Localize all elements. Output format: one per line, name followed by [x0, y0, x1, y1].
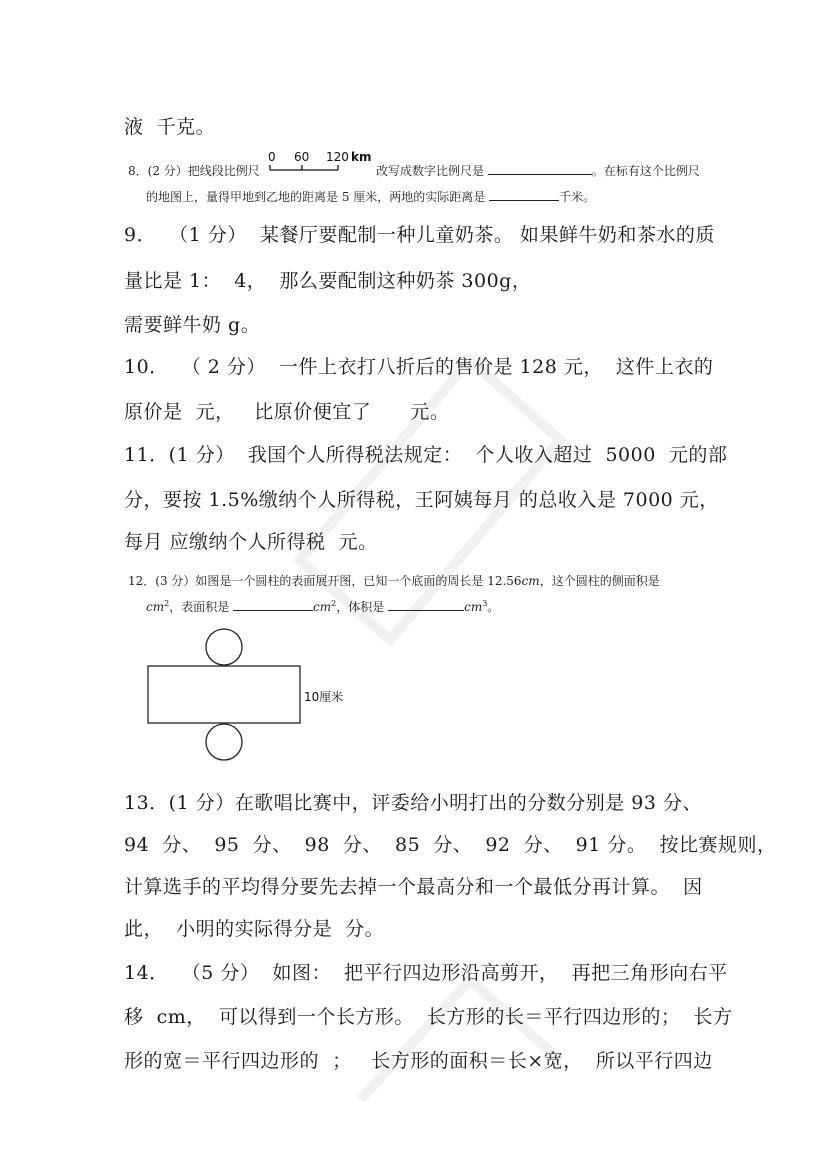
q11-line2: 分，要按 1.5%缴纳个人所得税，王阿姨每月 的总收入是 7000 元， — [124, 489, 719, 511]
q12-blank-volume[interactable] — [388, 598, 464, 611]
q8-mid: 改写成数字比例尺是 。在标有这个比例尺 — [376, 164, 700, 178]
scale-label-120: 120 — [326, 150, 349, 164]
q8-line2: 的地图上，量得甲地到乙地的距离是 5 厘米，两地的实际距离是 千米。 — [146, 190, 596, 204]
scale-bar — [262, 148, 372, 178]
q9-line2: 量比是 1： 4， 那么要配制这种奶茶 300g， — [124, 270, 532, 292]
top-circle — [206, 629, 242, 665]
q7-tail: 液 千克。 — [124, 116, 216, 138]
q8-blank-1[interactable] — [488, 162, 592, 175]
q11-line1: 11．(1 分） 我国个人所得税法规定： 个人收入超过 5000 元的部 — [124, 444, 728, 466]
q13-line3: 计算选手的平均得分要先去掉一个最高分和一个最低分再计算。 因 — [124, 876, 703, 898]
q14-line3: 形的宽＝平行四边形的 ； 长方形的面积＝长×宽， 所以平行四边 — [124, 1050, 713, 1072]
scale-label-unit: km — [351, 150, 372, 164]
q10-line1: 10． （ 2 分） 一件上衣打八折后的售价是 128 元， 这件上衣的 — [124, 356, 714, 378]
q13-line4: 此， 小明的实际得分是 分。 — [124, 918, 385, 940]
scale-label-0: 0 — [268, 150, 276, 164]
q13-line2: 94 分、 95 分、 98 分、 85 分、 92 分、 91 分。 按比赛规则， — [124, 834, 777, 856]
q9-line3: 需要鲜牛奶 g。 — [124, 314, 261, 336]
q12-line1: 12．(3 分）如图是一个圆柱的表面展开图，已知一个底面的周长是 12.56cm，这个圆柱的侧面积是 — [128, 574, 660, 588]
q12-line2: $cm^2$，表面积是 $cm^2$，体积是 $cm^3$。 — [146, 599, 500, 614]
q9-line1: 9． （1 分） 某餐厅要配制一种儿童奶茶。 如果鲜牛奶和茶水的质 — [124, 224, 715, 246]
q14-line2: 移 cm， 可以得到一个长方形。 长方形的长＝平行四边形的； 长方 — [124, 1006, 733, 1028]
q8-prefix: 8．(2 分）把线段比例尺 — [128, 164, 260, 178]
q8-blank-2[interactable] — [489, 188, 559, 201]
height-label: 10厘米 — [304, 690, 344, 704]
q12-blank-surface[interactable] — [233, 598, 313, 611]
q10-line2: 原价是 元， 比原价便宜了 元。 — [124, 401, 450, 423]
bottom-circle — [206, 724, 242, 760]
q14-line1: 14． （5 分） 如图： 把平行四边形沿高剪开， 再把三角形向右平 — [124, 962, 728, 984]
line-segment-scale — [262, 148, 372, 178]
side-rectangle — [148, 666, 300, 723]
q11-line3: 每月 应缴纳个人所得税 元。 — [124, 531, 378, 553]
q13-line1: 13．(1 分）在歌唱比赛中，评委给小明打出的分数分别是 93 分、 — [124, 792, 702, 814]
scale-label-60: 60 — [294, 150, 310, 164]
